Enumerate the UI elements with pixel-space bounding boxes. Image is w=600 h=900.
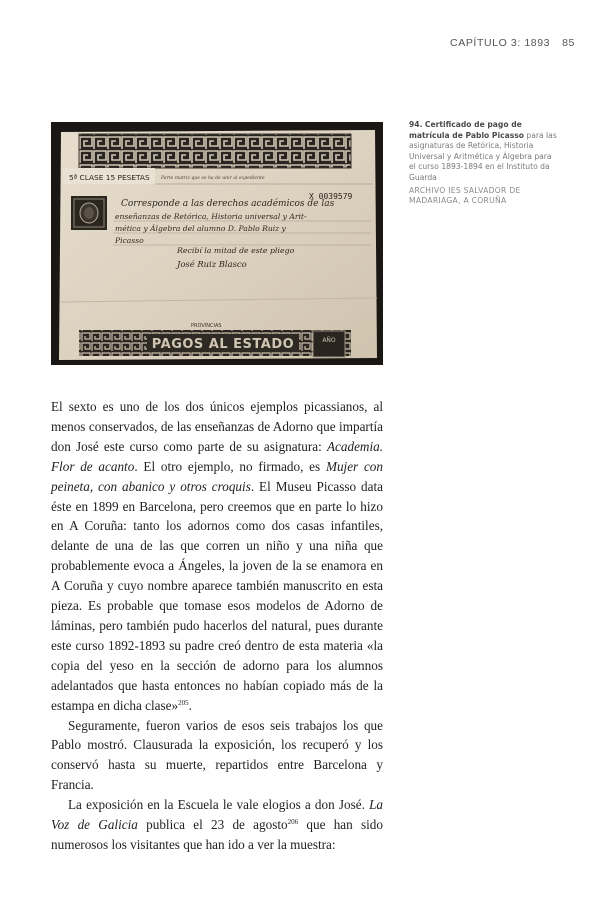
class-label: 5ª CLASE 15 PESETAS bbox=[69, 173, 150, 182]
footnote-ref: 206 bbox=[287, 818, 299, 827]
body-text bbox=[51, 397, 383, 855]
signature: José Ruiz Blasco bbox=[177, 259, 247, 269]
caption-title: Certificado de pago de matrícula de Pablo Picasso bbox=[409, 120, 524, 140]
page-number: 85 bbox=[562, 37, 575, 49]
text-run: La exposición en la Escuela le vale elogios a don José. bbox=[68, 797, 370, 813]
paragraph-3 bbox=[51, 795, 383, 855]
top-ornament-band bbox=[79, 134, 351, 168]
caption-number: 94. bbox=[409, 120, 423, 129]
handwriting-line-4: Picasso bbox=[115, 236, 144, 245]
serial-number: X 0039579 bbox=[309, 192, 353, 201]
text-run: . El otro ejemplo, no firmado, es bbox=[134, 458, 326, 474]
certificate-image bbox=[51, 122, 383, 365]
text-run: El sexto es uno de los dos únicos ejemplos picassianos, al menos conservados, de las enseñanzas de Adorno que impartía don José este curso como parte de su asignatura: bbox=[51, 399, 383, 454]
text-run: publica el 23 de agosto bbox=[137, 817, 288, 833]
handwriting-line-2: enseñanzas de Retórica, Historia universal y Arit- bbox=[115, 212, 307, 221]
figure-caption bbox=[409, 120, 559, 207]
footnote-ref: 205 bbox=[178, 698, 189, 707]
footer-small-label: PROVINCIAS bbox=[191, 323, 222, 329]
running-head bbox=[450, 37, 575, 49]
paragraph-1 bbox=[51, 397, 383, 716]
figure-certificate-photo bbox=[51, 122, 383, 365]
handwriting-line-5: Recibí la mitad de este pliego bbox=[177, 246, 295, 255]
artwork-title: Academia. Flor de acanto bbox=[51, 438, 383, 474]
text-run: . bbox=[188, 697, 192, 713]
handwriting-line-1: Corresponde a las derechos académicos de las bbox=[121, 199, 335, 209]
year-label: AÑO bbox=[322, 337, 336, 344]
caption-credit: ARCHIVO IES SALVADOR DE MADARIAGA, A CORUÑA bbox=[409, 185, 521, 206]
handwriting-line-3: mética y Álgebra del alumno D. Pablo Ruiz y bbox=[115, 224, 286, 233]
footer-band-label: PAGOS AL ESTADO bbox=[151, 337, 295, 352]
text-run: . El Museu Picasso data éste en 1899 en Barcelona, pero creemos que en parte lo hizo en A Coruña: tanto los adornos como dos casas infantiles, delante de una de las que corren un niño y una niña que probablemente evoca a Ángeles, la joven de la se enamora en A Coruña y cuyo nombre aparece también manuscrito en esta pieza. Es probable que tomase esos modelos de Adorno de láminas, pero también pudo hacerlos del natural, pues durante este curso 1892-1893 su padre creó dentro de esta materia «la copia del yeso en la sección de adorno para los alumnos adelantados que hasta entonces no habían copiado más de la estampa en dicha clase» bbox=[51, 478, 383, 713]
artwork-title: Mujer con peineta, con abanico y otros croquis bbox=[51, 458, 383, 494]
newspaper-title: La Voz de Galicia bbox=[51, 797, 383, 833]
caption-text: para las asignaturas de Retórica, Historia Universal y Aritmética y Álgebra para el curso 1893-1894 en el Instituto da Guarda bbox=[409, 130, 557, 182]
text-run: que han sido numerosos los visitantes que han ido a ver la muestra: bbox=[51, 817, 383, 852]
chapter-title: CAPÍTULO 3: 1893 bbox=[450, 37, 551, 49]
paragraph-2: Seguramente, fueron varios de esos seis trabajos los que Pablo mostró. Clausurada la exposición, los recuperó y los conservó hasta su muerte, repartidos entre Barcelona y Francia. bbox=[51, 717, 383, 793]
top-note: Parte matriz que se ha de unir al expediente bbox=[161, 176, 265, 181]
